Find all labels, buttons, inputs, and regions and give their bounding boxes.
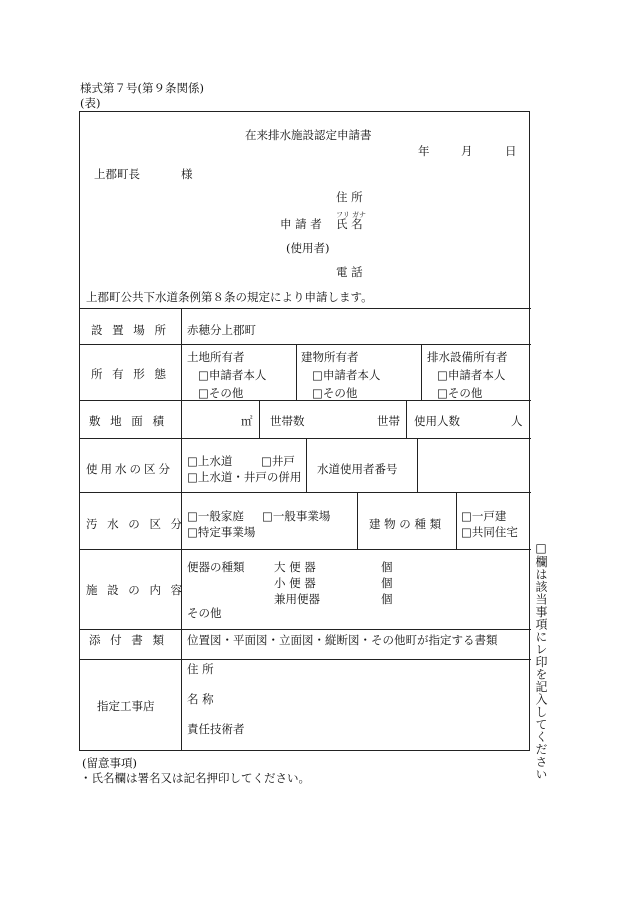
- tap-water-checkbox[interactable]: □上水道: [187, 454, 233, 468]
- furigana-label: フリ ガナ: [336, 211, 366, 219]
- row-divider: [80, 549, 531, 550]
- drain-owner-other-checkbox[interactable]: □その他: [437, 386, 483, 400]
- cell-divider: [296, 344, 297, 400]
- general-business-checkbox[interactable]: □一般事業場: [262, 509, 331, 523]
- row-divider: [80, 344, 531, 345]
- well-checkbox[interactable]: □井戸: [261, 454, 295, 468]
- location-label: 設 置 場 所: [91, 323, 169, 337]
- users-unit: 人: [511, 414, 523, 428]
- cell-divider: [357, 492, 358, 549]
- user-label: (使用者): [286, 241, 330, 255]
- notes-heading: (留意事項): [82, 756, 137, 770]
- cell-divider: [306, 438, 307, 492]
- row-divider: [80, 308, 531, 309]
- attachments-label: 添 付 書 類: [89, 633, 167, 647]
- urinal-unit: 個: [381, 576, 393, 590]
- users-label: 使用人数: [414, 414, 460, 428]
- apartment-checkbox[interactable]: □共同住宅: [461, 525, 518, 539]
- dual-toilet-unit: 個: [381, 592, 393, 606]
- form-title: 在来排水施設認定申請書: [245, 128, 372, 142]
- cell-divider: [406, 400, 407, 438]
- application-form: [79, 111, 530, 751]
- checkbox-instruction-note: □欄は該当事項にレ印を記入してください: [534, 541, 548, 781]
- combined-water-checkbox[interactable]: □上水道・井戸の併用: [187, 470, 302, 484]
- note-item: ・氏名欄は署名又は記名押印してください。: [80, 771, 310, 785]
- name-label: 氏 名: [336, 217, 363, 231]
- water-user-number-label: 水道使用者番号: [317, 462, 398, 476]
- households-unit: 世帯: [377, 414, 400, 428]
- cell-divider: [421, 344, 422, 400]
- date-month: 月: [461, 144, 473, 158]
- households-label: 世帯数: [270, 414, 305, 428]
- large-toilet-label: 大 便 器: [274, 560, 316, 574]
- large-toilet-unit: 個: [381, 560, 393, 574]
- building-type-label: 建 物 の 種 類: [369, 517, 442, 531]
- row-divider: [80, 659, 531, 660]
- phone-label: 電 話: [336, 265, 363, 279]
- building-owner-label: 建物所有者: [301, 350, 359, 364]
- side-label: (表): [80, 96, 101, 110]
- row-divider: [80, 629, 531, 630]
- contractor-label: 指定工事店: [97, 699, 155, 713]
- attachments-value: 位置図・平面図・立面図・縦断図・その他町が指定する書類: [187, 633, 498, 647]
- dual-toilet-label: 兼用便器: [274, 592, 320, 606]
- addressee: 上郡町長: [94, 167, 140, 181]
- date-year: 年: [418, 144, 430, 158]
- specific-business-checkbox[interactable]: □特定事業場: [187, 525, 256, 539]
- honorific: 様: [181, 167, 193, 181]
- facility-other-label: その他: [187, 606, 222, 620]
- facility-label: 施 設 の 内 容: [86, 583, 186, 597]
- contractor-address-label: 住 所: [187, 662, 214, 676]
- address-label: 住 所: [336, 190, 363, 204]
- land-owner-other-checkbox[interactable]: □その他: [198, 386, 244, 400]
- detached-house-checkbox[interactable]: □一戸建: [461, 509, 507, 523]
- water-source-label: 使用水の区分: [86, 462, 173, 476]
- cell-divider: [417, 438, 418, 492]
- land-owner-self-checkbox[interactable]: □申請者本人: [198, 368, 267, 382]
- applicant-label: 申 請 者: [280, 217, 322, 231]
- location-value: 赤穂分上郡町: [187, 323, 256, 337]
- urinal-label: 小 便 器: [274, 576, 316, 590]
- sewage-label: 汚 水 の 区 分: [86, 517, 186, 531]
- drain-owner-self-checkbox[interactable]: □申請者本人: [437, 368, 506, 382]
- form-number: 様式第７号(第９条関係): [80, 81, 204, 95]
- ownership-label: 所 有 形 態: [91, 367, 169, 381]
- building-owner-self-checkbox[interactable]: □申請者本人: [312, 368, 381, 382]
- contractor-name-label: 名 称: [187, 692, 214, 706]
- row-divider: [80, 492, 531, 493]
- building-owner-other-checkbox[interactable]: □その他: [312, 386, 358, 400]
- date-day: 日: [505, 144, 517, 158]
- land-owner-label: 土地所有者: [187, 350, 245, 364]
- site-area-label: 敷 地 面 積: [89, 414, 167, 428]
- cell-divider: [456, 492, 457, 549]
- household-checkbox[interactable]: □一般家庭: [187, 509, 244, 523]
- drain-owner-label: 排水設備所有者: [427, 350, 508, 364]
- cell-divider: [259, 400, 260, 438]
- contractor-engineer-label: 責任技術者: [187, 722, 245, 736]
- statement: 上郡町公共下水道条例第８条の規定により申請します。: [86, 290, 373, 304]
- toilet-type-label: 便器の種類: [187, 560, 245, 574]
- site-area-unit: ㎡: [241, 414, 253, 428]
